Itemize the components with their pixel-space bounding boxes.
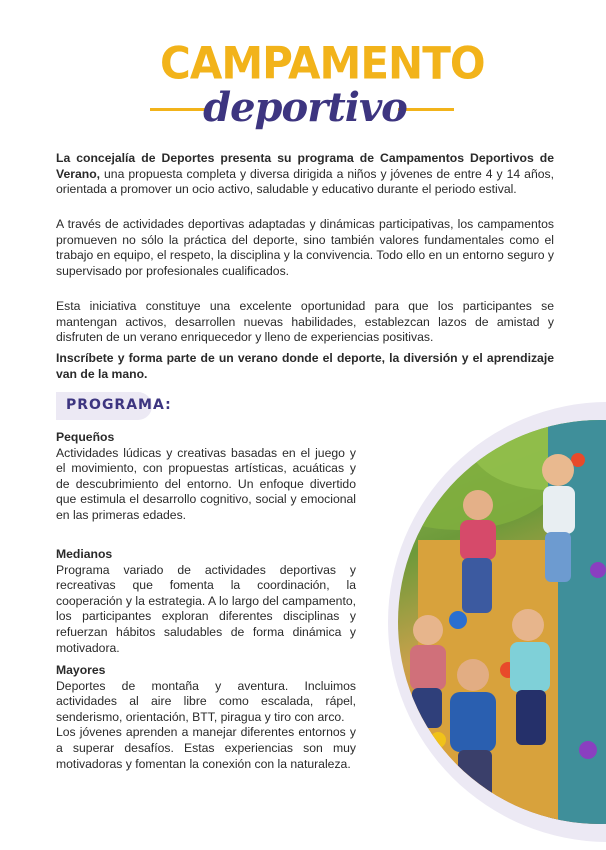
- intro-paragraph-1: [56, 151, 554, 198]
- section-text: Actividades lúdicas y creativas basadas en el juego y el movimiento, con propuestas artísticas, acuáticas y de descubrimiento del entorno. Un enfoque divertido que estimula el desarrollo cognitivo, social y emocional en las primeras edades.: [56, 445, 356, 522]
- section-text: Los jóvenes aprenden a manejar diferentes entornos y a superar desafíos. Estas experiencias son muy motivadoras y fomentan la conexión con la naturaleza.: [56, 725, 356, 771]
- title-script: deportivo: [203, 84, 407, 131]
- section-pequenos: [56, 430, 356, 524]
- section-title: Medianos: [56, 547, 113, 561]
- section-text: Programa variado de actividades deportivas y recreativas que fomenta la coordinación, la cooperación y la estrategia. A lo largo del campamento, los participantes exploran diferentes disciplinas y refuerzan hábitos saludables de forma dinámica y motivadora.: [56, 562, 356, 655]
- intro-lead: La concejalía de Deportes presenta su programa de Campamentos Deportivos de Verano,: [56, 151, 554, 181]
- intro-lead-rest: una propuesta completa y diversa dirigida a niños y jóvenes de entre 4 y 14 años, orientada a promover un ocio activo, saludable y educativo durante el periodo estival.: [56, 166, 554, 197]
- title-main: CAMPAMENTO: [160, 37, 485, 90]
- intro-paragraph-3: Esta iniciativa constituye una excelente oportunidad para que los participantes se mantengan activos, desarrollen nuevas habilidades, establezcan lazos de amistad y disfruten de un verano enriquecedor y lleno de experiencias positivas.: [56, 299, 554, 345]
- section-mayores: [56, 663, 356, 772]
- intro-paragraph-2: A través de actividades deportivas adaptadas y dinámicas participativas, los campamentos promueven no sólo la práctica del deporte, sino también valores fundamentales como el trabajo en equipo, el respeto, la disciplina y la convivencia. Todo ello en un entorno seguro y supervisado por profesionales cualificados.: [56, 217, 554, 278]
- climbing-wall-photo: [398, 420, 606, 824]
- programa-label: PROGRAMA:: [66, 397, 172, 413]
- section-text: Deportes de montaña y aventura. Incluimos actividades al aire libre como escalada, rápel, senderismo, orientación, BTT, piragua y tiro con arco.: [56, 678, 356, 724]
- section-title: Pequeños: [56, 430, 115, 444]
- climber-1: [542, 454, 575, 582]
- section-title: Mayores: [56, 663, 106, 677]
- climbing-illustration: [398, 420, 606, 824]
- section-medianos: [56, 547, 356, 656]
- header-title: [150, 37, 485, 138]
- programa-tab: [56, 392, 172, 420]
- intro-cta: Inscríbete y forma parte de un verano donde el deporte, la diversión y el aprendizaje van de la mano.: [56, 351, 554, 381]
- climber-2: [460, 490, 496, 613]
